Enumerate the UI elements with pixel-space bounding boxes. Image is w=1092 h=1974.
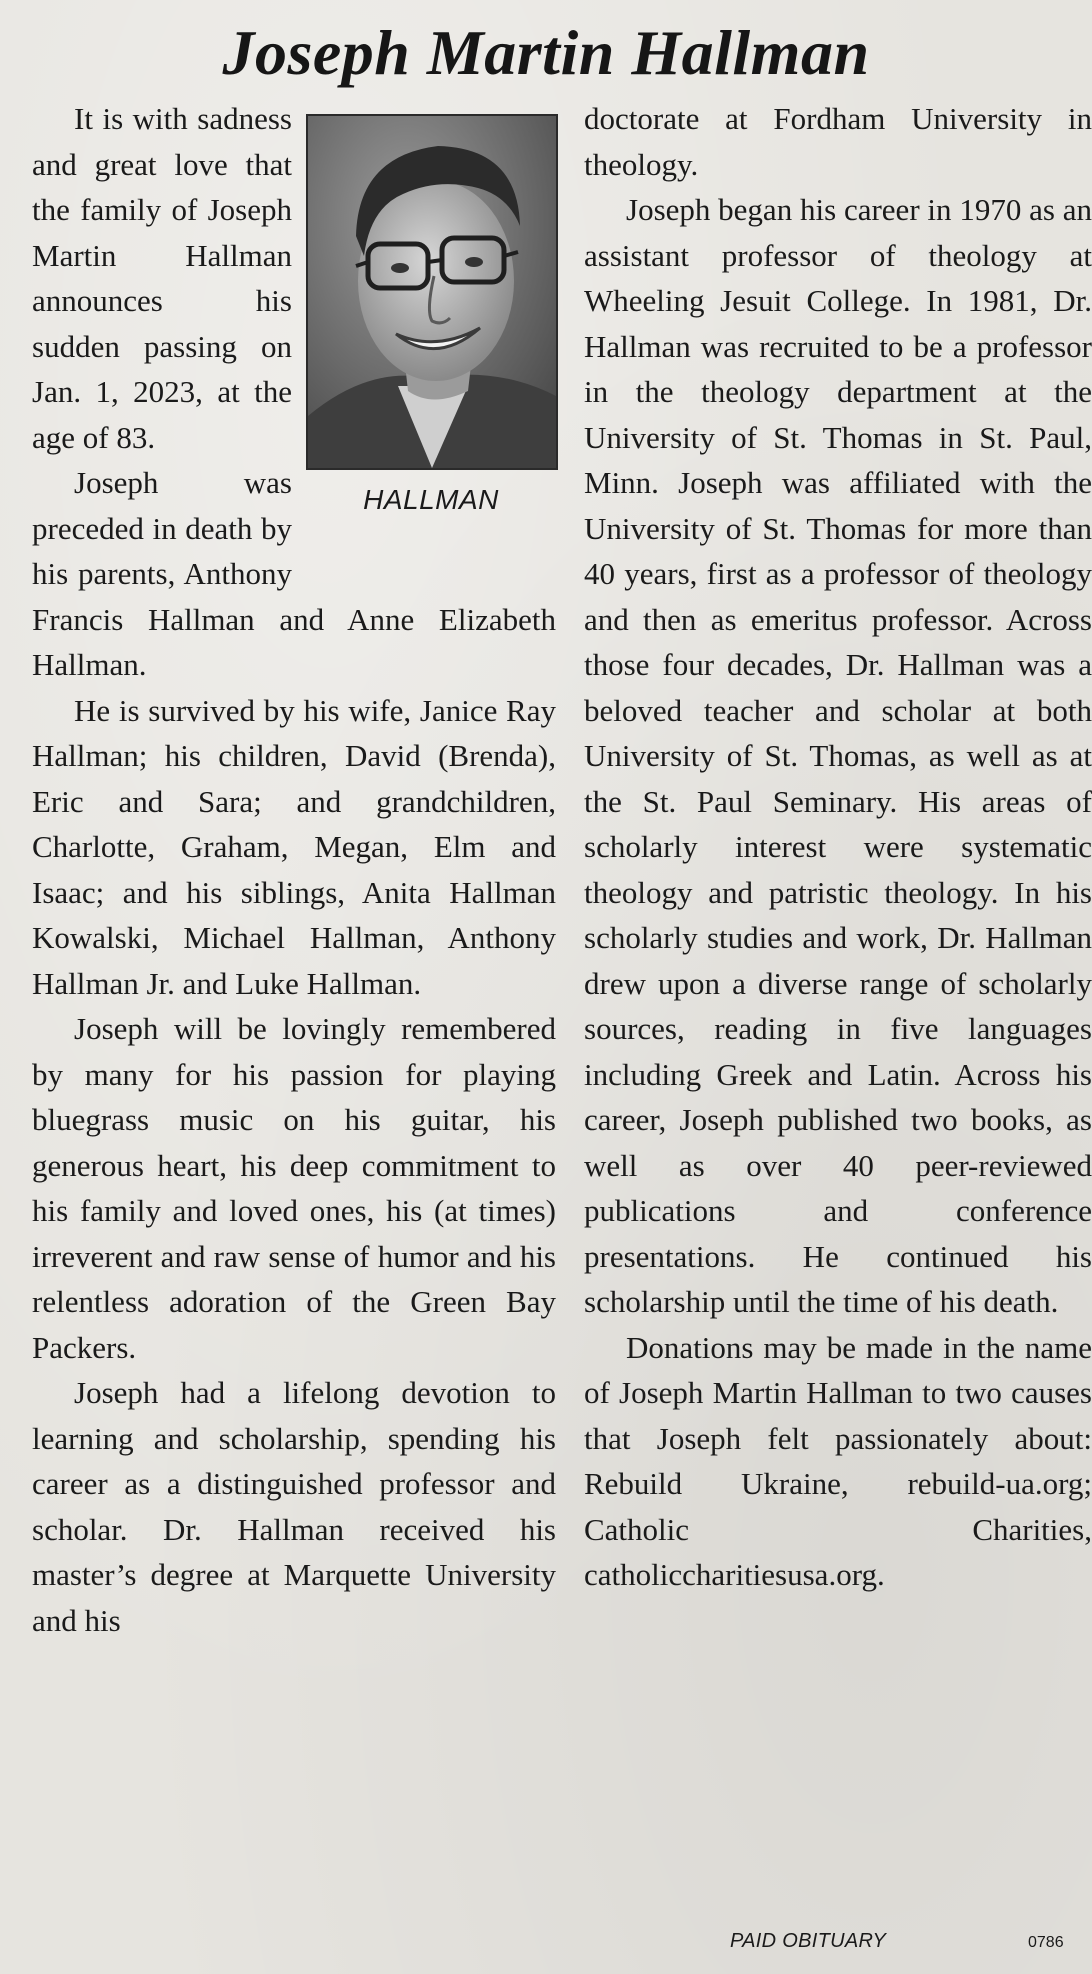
paragraph-announcement: It is with sadness and great love that the family of Joseph Martin Hallman announces his sudden passing on Jan. 1, 2023, at the age of 83. (32, 101, 292, 455)
right-column (584, 96, 1092, 1598)
photo-block (306, 114, 556, 568)
paragraph-survived: He is survived by his wife, Janice Ray Hallman; his children, David (Brenda), Eric and Sara; and grandchildren, Charlotte, Graham, Megan, Elm and Isaac; and his siblings, Anita Hallman Kowalski, Michael Hallman, Anthony Hallman Jr. and Luke Hallman. (32, 692, 556, 1001)
photo-caption: HALLMAN (363, 484, 499, 515)
portrait-photo (306, 114, 558, 470)
paragraph-preceded: Joseph was preceded in death by his parents, Anthony Francis Hallman and Anne Elizabeth Hallman. (32, 465, 556, 682)
left-column (32, 96, 556, 1643)
paragraph-career: Joseph began his career in 1970 as an assistant professor of theology at Wheeling Jesuit College. In 1981, Dr. Hallman was recruited to be a professor in the theology department at the University of St. Thomas in St. Paul, Minn. Joseph was affiliated with the University of St. Thomas for more than 40 years, first as a professor of theology and then as emeritus professor. Across those four decades, Dr. Hallman was a beloved teacher and scholar at both University of St. Thomas, as well as at the St. Paul Seminary. His areas of scholarly interest were systematic theology and patristic theology. In his scholarly studies and work, Dr. Hallman drew upon a diverse range of scholarly sources, reading in five languages including Greek and Latin. Across his career, Joseph published two books, as well as over 40 peer-reviewed publications and conference presentations. He continued his scholarship until the time of his death. (584, 192, 1092, 1319)
paragraph-devotion: Joseph had a lifelong devotion to learning and scholarship, spending his career as a distinguished professor and scholar. Dr. Hallman received his master’s degree at Marquette University and his (32, 1375, 556, 1638)
paragraph-remembered: Joseph will be lovingly remembered by many for his passion for playing bluegrass music on his guitar, his generous heart, his deep commitment to his family and loved ones, his (at times) irreverent and raw sense of humor and his relentless adoration of the Green Bay Packers. (32, 1011, 556, 1365)
portrait-photo-icon (308, 116, 556, 468)
paragraph-donations: Donations may be made in the name of Joseph Martin Hallman to two causes that Joseph felt passionately about: Rebuild Ukraine, rebuild-ua.org; Catholic Charities, catholiccharitiesusa.org. (584, 1329, 1092, 1592)
paragraph-doctorate: doctorate at Fordham University in theology. (584, 101, 1092, 182)
paid-obituary-label: PAID OBITUARY (730, 1930, 887, 1952)
obituary-headline: Joseph Martin Hallman (222, 17, 870, 88)
ad-code: 0786 (1028, 1934, 1064, 1951)
